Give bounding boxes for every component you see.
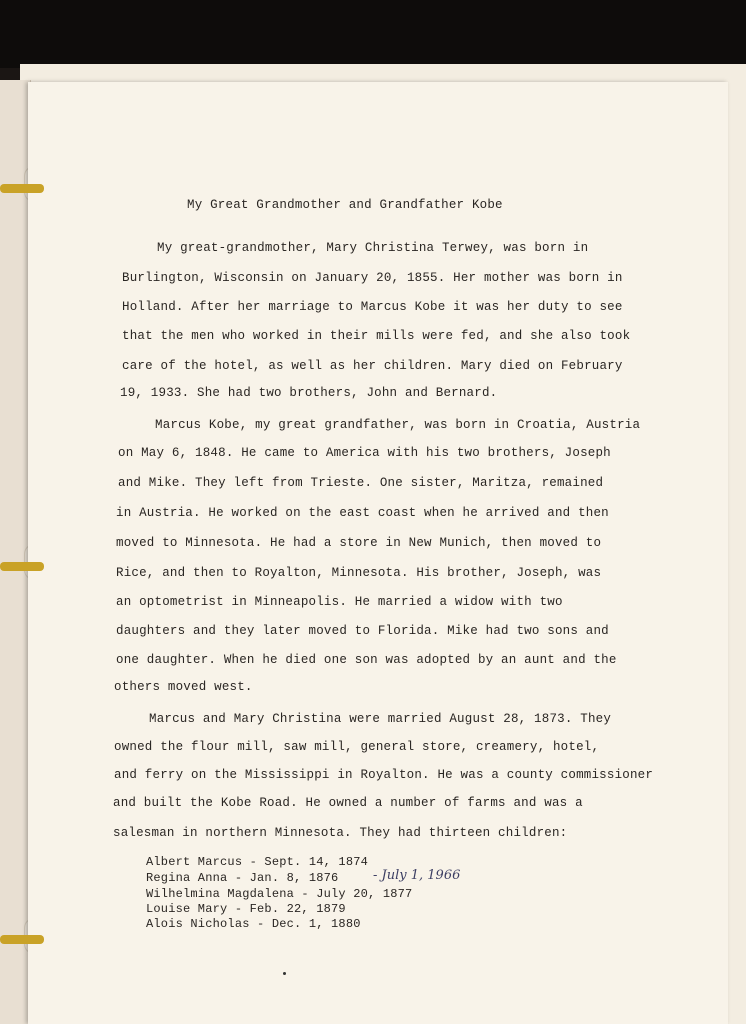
list-item: Albert Marcus - Sept. 14, 1874 bbox=[146, 855, 369, 869]
text-line: My great-grandmother, Mary Christina Terwey, was born in bbox=[157, 241, 589, 255]
binder-ring bbox=[0, 935, 44, 944]
text-line: others moved west. bbox=[114, 680, 253, 694]
list-item: Wilhelmina Magdalena - July 20, 1877 bbox=[146, 887, 413, 901]
list-item: Regina Anna - Jan. 8, 1876 bbox=[146, 871, 339, 885]
text-line: owned the flour mill, saw mill, general store, creamery, hotel, bbox=[114, 740, 600, 754]
text-line: daughters and they later moved to Florida. Mike had two sons and bbox=[116, 624, 609, 638]
text-line: salesman in northern Minnesota. They had thirteen children: bbox=[113, 826, 568, 840]
list-item: Louise Mary - Feb. 22, 1879 bbox=[146, 902, 346, 916]
binder-ring bbox=[0, 184, 44, 193]
text-line: one daughter. When he died one son was adopted by an aunt and the bbox=[116, 653, 617, 667]
text-line: that the men who worked in their mills were fed, and she also took bbox=[122, 329, 631, 343]
text-line: care of the hotel, as well as her children. Mary died on February bbox=[122, 359, 623, 373]
binder-ring bbox=[0, 562, 44, 571]
text-line: Holland. After her marriage to Marcus Kobe it was her duty to see bbox=[122, 300, 623, 314]
background-top bbox=[0, 0, 746, 68]
text-line: Rice, and then to Royalton, Minnesota. His brother, Joseph, was bbox=[116, 566, 602, 580]
page-title: My Great Grandmother and Grandfather Kobe bbox=[187, 198, 503, 212]
text-line: Marcus Kobe, my great grandfather, was born in Croatia, Austria bbox=[155, 418, 641, 432]
text-line: Marcus and Mary Christina were married August 28, 1873. They bbox=[149, 712, 612, 726]
text-line: and built the Kobe Road. He owned a number of farms and was a bbox=[113, 796, 583, 810]
text-line: Burlington, Wisconsin on January 20, 1855. Her mother was born in bbox=[122, 271, 623, 285]
list-item: Alois Nicholas - Dec. 1, 1880 bbox=[146, 917, 361, 931]
text-line: 19, 1933. She had two brothers, John and Bernard. bbox=[120, 386, 498, 400]
text-line: and ferry on the Mississippi in Royalton. He was a county commissioner bbox=[114, 768, 654, 782]
text-line: an optometrist in Minneapolis. He married a widow with two bbox=[116, 595, 563, 609]
handwritten-note: - July 1, 1966 bbox=[373, 868, 461, 883]
text-line: on May 6, 1848. He came to America with his two brothers, Joseph bbox=[118, 446, 611, 460]
text-line: in Austria. He worked on the east coast when he arrived and then bbox=[116, 506, 609, 520]
ink-dot bbox=[283, 972, 286, 975]
text-line: moved to Minnesota. He had a store in New Munich, then moved to bbox=[116, 536, 602, 550]
text-line: and Mike. They left from Trieste. One sister, Maritza, remained bbox=[118, 476, 604, 490]
